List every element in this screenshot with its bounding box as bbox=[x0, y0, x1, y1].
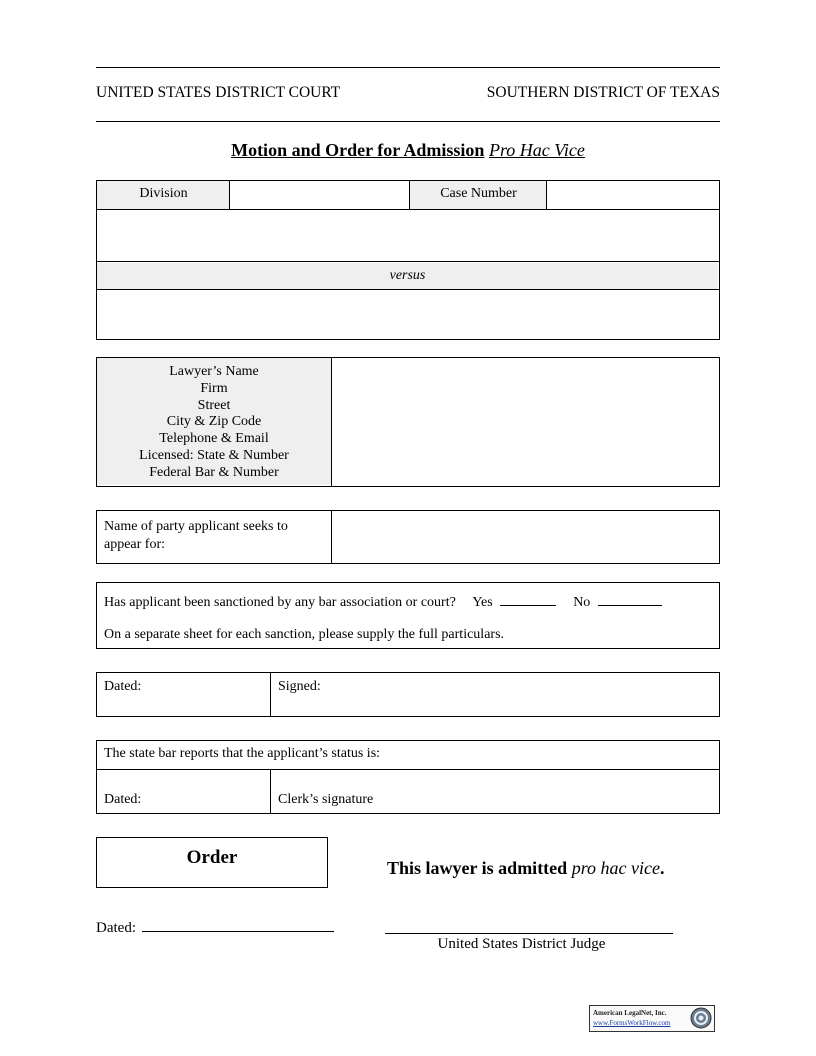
state-bar-dated-field[interactable] bbox=[97, 771, 270, 812]
clerk-signature-label: Clerk’s signature bbox=[278, 792, 374, 807]
no-field[interactable] bbox=[598, 591, 662, 606]
firm-label: Firm bbox=[200, 380, 228, 396]
footer-dated-label: Dated: bbox=[96, 920, 136, 936]
lawyer-info-field[interactable] bbox=[333, 358, 718, 485]
divider bbox=[409, 181, 410, 209]
court-name: UNITED STATES DISTRICT COURT bbox=[96, 84, 341, 101]
footer-dated-row bbox=[96, 917, 334, 937]
divider bbox=[331, 511, 332, 563]
party-label bbox=[104, 518, 329, 554]
divider bbox=[97, 289, 719, 290]
admission-statement bbox=[387, 858, 664, 879]
logo-company-name: American LegalNet, Inc. bbox=[593, 1009, 667, 1017]
divider bbox=[97, 209, 719, 210]
divider bbox=[270, 769, 271, 813]
divider bbox=[270, 673, 271, 716]
party-box bbox=[96, 510, 720, 564]
admission-statement-period: . bbox=[659, 858, 665, 878]
judge-label: United States District Judge bbox=[437, 936, 606, 952]
lawyer-name-label: Lawyer’s Name bbox=[169, 364, 259, 379]
defendant-field[interactable] bbox=[97, 291, 718, 338]
admission-statement-italic: pro hac vice bbox=[571, 858, 660, 878]
order-heading-box bbox=[96, 837, 328, 888]
versus-label: versus bbox=[97, 263, 718, 289]
logo-url: www.FormsWorkFlow.com bbox=[593, 1019, 671, 1027]
sanction-question: Has applicant been sanctioned by any bar association or court? bbox=[104, 595, 456, 610]
signed-field[interactable] bbox=[272, 673, 718, 715]
case-caption-box bbox=[96, 180, 720, 340]
party-label-line2: appear for: bbox=[104, 537, 166, 552]
district-name: SOUTHERN DISTRICT OF TEXAS bbox=[486, 84, 720, 101]
dated-field[interactable] bbox=[97, 673, 270, 715]
divider bbox=[229, 181, 230, 209]
form-title-pro-hac-vice: Pro Hac Vice bbox=[488, 140, 585, 160]
sanction-box bbox=[96, 582, 720, 649]
divider bbox=[97, 769, 719, 770]
form-title bbox=[0, 140, 816, 161]
header-bottom-rule bbox=[96, 121, 720, 122]
admission-statement-text: This lawyer is admitted bbox=[387, 858, 568, 878]
sanction-note: On a separate sheet for each sanction, please supply the full particulars. bbox=[104, 627, 505, 642]
form-title-main: Motion and Order for Admission bbox=[231, 140, 485, 160]
licensed-state-label: Licensed: State & Number bbox=[139, 447, 289, 463]
divider bbox=[97, 261, 719, 262]
yes-field[interactable] bbox=[500, 591, 556, 606]
lawyer-info-box bbox=[96, 357, 720, 487]
federal-bar-label: Federal Bar & Number bbox=[149, 464, 279, 480]
globe-icon bbox=[690, 1007, 712, 1029]
division-field[interactable] bbox=[230, 181, 410, 209]
plaintiff-field[interactable] bbox=[97, 211, 718, 261]
order-heading: Order bbox=[186, 847, 238, 868]
telephone-email-label: Telephone & Email bbox=[159, 431, 269, 447]
footer-dated-field[interactable] bbox=[142, 917, 334, 932]
dated-label: Dated: bbox=[104, 679, 142, 694]
no-label: No bbox=[573, 595, 591, 610]
state-bar-dated-label: Dated: bbox=[104, 792, 142, 807]
state-bar-box bbox=[96, 740, 720, 814]
clerk-signature-field[interactable] bbox=[272, 771, 718, 812]
signature-box bbox=[96, 672, 720, 717]
case-number-field[interactable] bbox=[547, 181, 718, 209]
party-label-line1: Name of party applicant seeks to bbox=[104, 519, 288, 534]
division-label: Division bbox=[139, 186, 188, 201]
sanction-question-row bbox=[104, 591, 714, 611]
city-zip-label: City & Zip Code bbox=[166, 414, 262, 430]
street-label: Street bbox=[197, 397, 231, 413]
judge-signature-line[interactable] bbox=[385, 933, 673, 934]
divider bbox=[546, 181, 547, 209]
american-legalnet-logo[interactable] bbox=[589, 1005, 715, 1032]
lawyer-labels-cell bbox=[97, 358, 331, 485]
party-field[interactable] bbox=[333, 511, 718, 562]
yes-label: Yes bbox=[472, 595, 493, 610]
divider bbox=[331, 358, 332, 486]
case-number-label: Case Number bbox=[440, 186, 517, 201]
state-bar-status-label: The state bar reports that the applicant’s status is: bbox=[104, 746, 381, 761]
header-top-rule bbox=[96, 67, 720, 68]
signed-label: Signed: bbox=[278, 679, 321, 694]
